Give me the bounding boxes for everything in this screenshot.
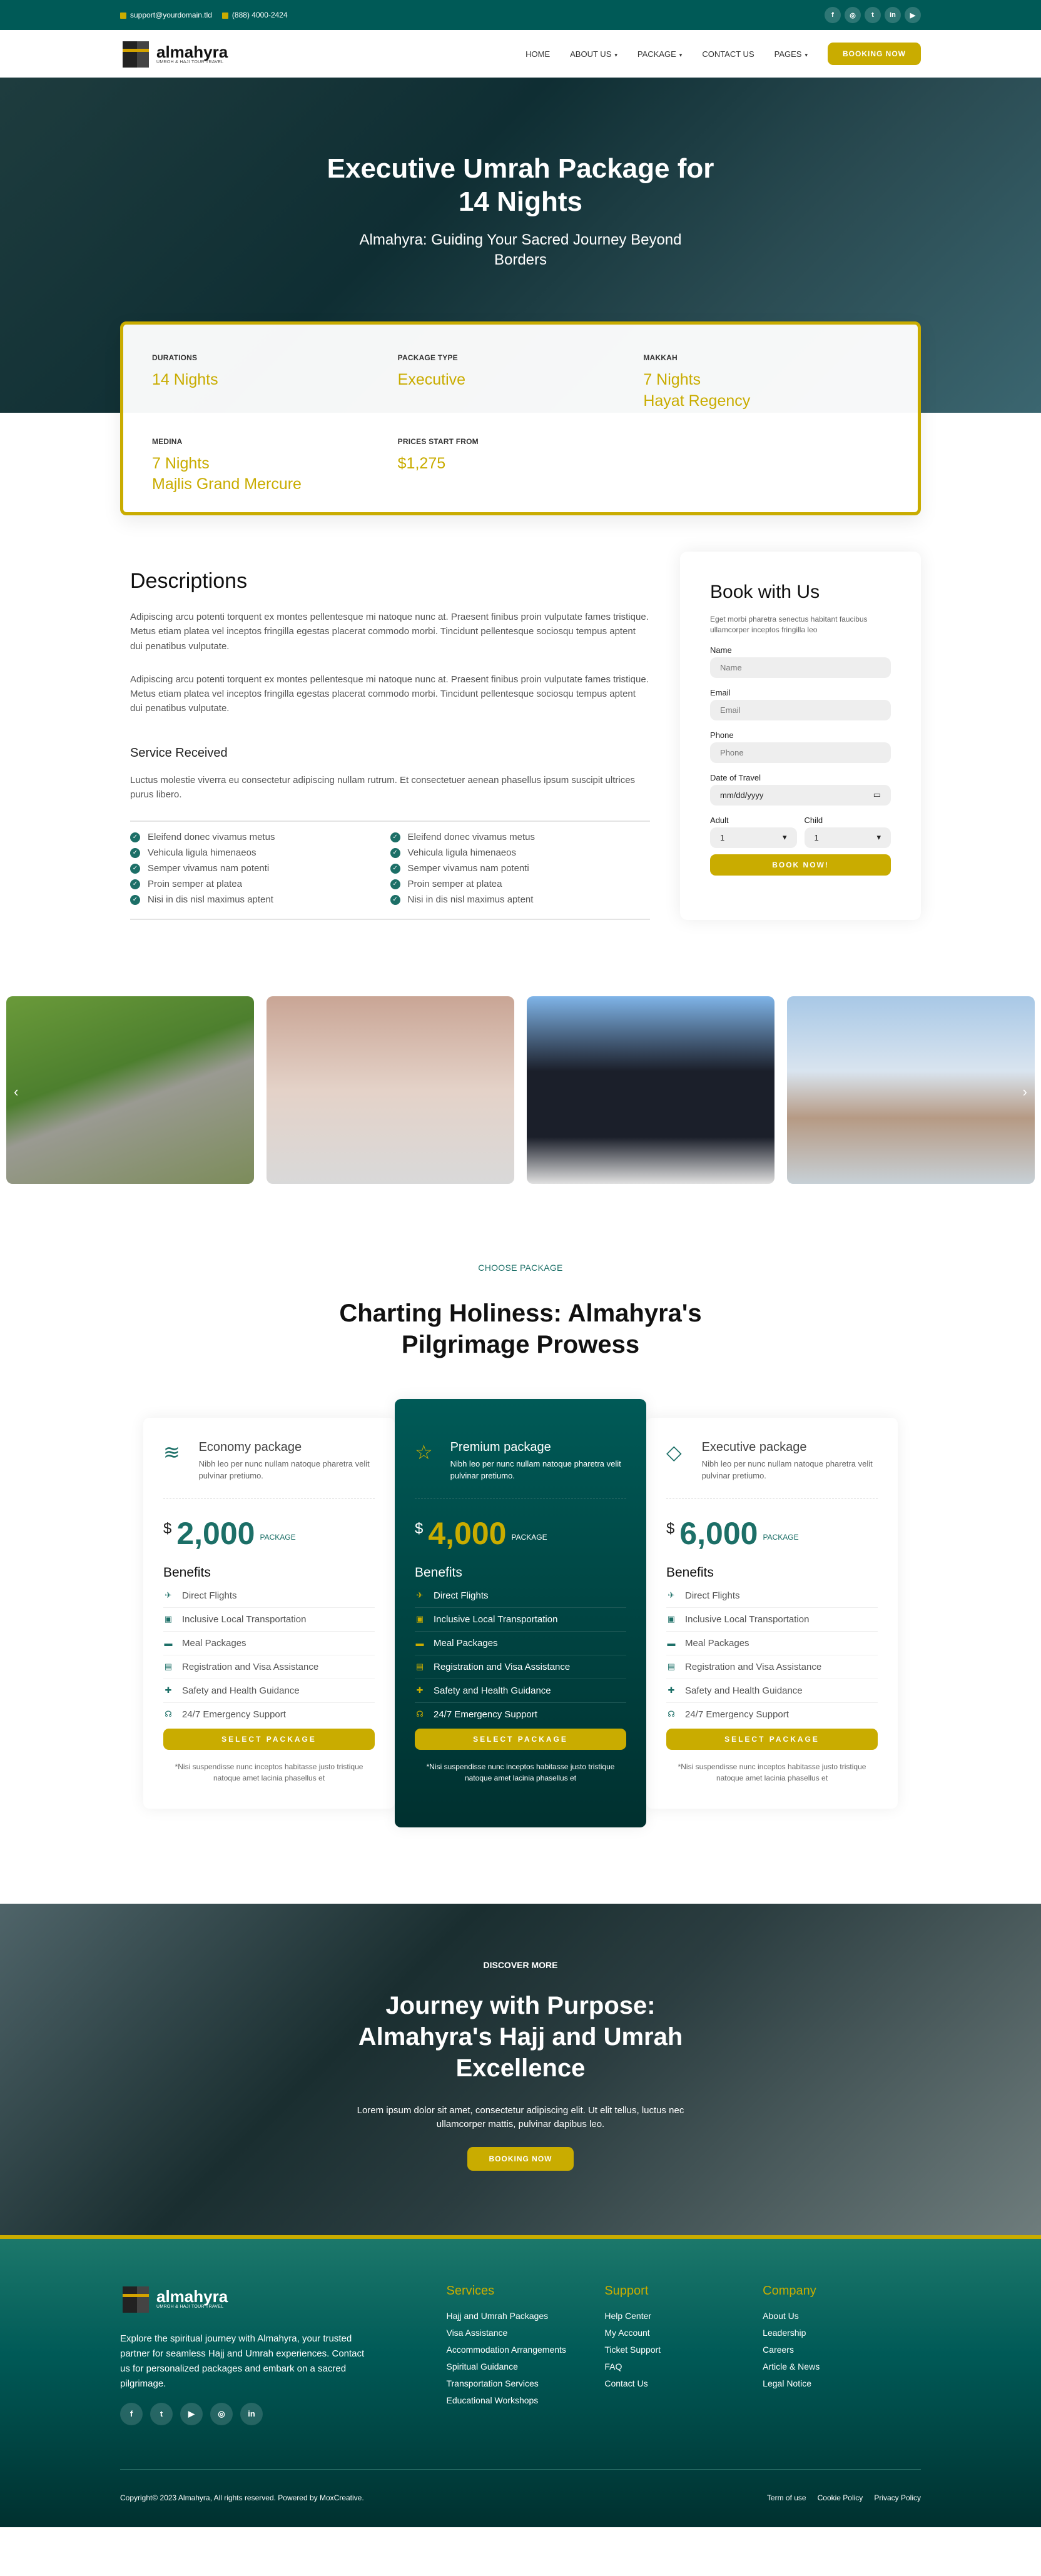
child-label: Child xyxy=(804,815,823,825)
diamond-icon: ◇ xyxy=(666,1441,682,1463)
first-aid-icon: ✚ xyxy=(165,1685,172,1695)
footer-logo[interactable]: almahyra UMROH & HAJI TOUR TRAVEL xyxy=(120,2284,446,2314)
chevron-down-icon: ▾ xyxy=(614,51,617,58)
email-input[interactable] xyxy=(710,700,891,720)
footer-column-company: Company About Us Leadership Careers Article & News Legal Notice xyxy=(763,2284,921,2425)
footer-link[interactable]: Educational Workshops xyxy=(446,2395,539,2405)
nav-about-us[interactable]: ABOUT US ▾ xyxy=(570,49,617,59)
check-circle-icon: ✓ xyxy=(130,832,140,842)
facebook-icon[interactable]: f xyxy=(120,2403,143,2425)
check-circle-icon: ✓ xyxy=(130,879,140,889)
cta-text: Lorem ipsum dolor sit amet, consectetur adipiscing elit. Ut elit tellus, luctus nec ullamcorper mattis, pulvinar dapibus leo. xyxy=(357,2104,684,2130)
footer-link[interactable]: Help Center xyxy=(604,2310,652,2321)
info-price: PRICES START FROM $1,275 xyxy=(397,437,479,472)
plane-icon: ✈ xyxy=(165,1590,172,1600)
packages-eyebrow: CHOOSE PACKAGE xyxy=(478,1263,563,1273)
booking-subtitle: Eget morbi pharetra senectus habitant faucibus ullamcorper inceptos fringilla leo xyxy=(710,615,868,634)
check-circle-icon: ✓ xyxy=(130,864,140,874)
footer-link[interactable]: My Account xyxy=(604,2327,650,2338)
checklist-item: ✓ Vehicula ligula himenaeos xyxy=(130,847,390,858)
hero-section xyxy=(0,78,1041,493)
footer-link[interactable]: Ticket Support xyxy=(604,2344,661,2355)
chevron-down-icon: ▾ xyxy=(805,51,808,58)
check-circle-icon: ✓ xyxy=(130,895,140,905)
plane-icon: ✈ xyxy=(416,1590,424,1600)
package-cards xyxy=(0,1399,1041,1827)
caret-down-icon: ▾ xyxy=(782,832,787,842)
footer-link[interactable]: FAQ xyxy=(604,2361,622,2371)
site-footer xyxy=(0,2239,1041,2527)
check-circle-icon: ✓ xyxy=(130,848,140,858)
caret-down-icon: ▾ xyxy=(876,832,881,842)
name-label: Name xyxy=(710,645,732,655)
top-bar xyxy=(0,0,1041,30)
packages-title: Charting Holiness: Almahyra's Pilgrimage Prowess xyxy=(339,1300,702,1358)
cta-booking-button[interactable]: BOOKING NOW xyxy=(467,2147,574,2171)
copyright: Copyright© 2023 Almahyra, All rights reserved. Powered by MoxCreative. xyxy=(120,2493,364,2502)
check-circle-icon: ✓ xyxy=(390,864,400,874)
facebook-icon[interactable]: f xyxy=(825,7,841,23)
chevron-down-icon: ▾ xyxy=(679,51,683,58)
nav-contact-us[interactable]: CONTACT US xyxy=(702,49,754,59)
description-paragraph: Adipiscing arcu potenti torquent ex montes pellentesque mi natoque nunc at. Praesent finibus proin vulputate fames tristique. Metus etiam platea vel inceptos fringilla egestas placerat commodo morbi. Tincidunt pellentesque sociosqu tempus aptent dui penatibus vulputate. xyxy=(130,674,649,714)
twitter-icon[interactable]: t xyxy=(865,7,881,23)
nav-home[interactable]: HOME xyxy=(526,49,551,59)
meal-icon: ▬ xyxy=(415,1638,424,1648)
benefits-list: ✈ Direct Flights ▣ Inclusive Local Transportation ▬ Meal Packages ▤ Registration and Visa Assistance ✚ Safety and Health Guidance ☊ 24/7 Emergency Support xyxy=(415,1584,626,1726)
info-durations: DURATIONS 14 Nights xyxy=(152,353,218,388)
top-social-links xyxy=(825,7,921,23)
footer-link[interactable]: Visa Assistance xyxy=(446,2327,508,2338)
document-icon: ▤ xyxy=(415,1662,424,1672)
chevron-left-icon[interactable]: ‹ xyxy=(14,1084,19,1099)
linkedin-icon[interactable]: in xyxy=(885,7,901,23)
footer-link[interactable]: Leadership xyxy=(763,2327,806,2338)
checklist-item: ✓ Proin semper at platea xyxy=(390,879,651,889)
footer-brand xyxy=(120,2284,446,2425)
description-title: Descriptions xyxy=(130,569,248,593)
youtube-icon[interactable]: ▶ xyxy=(180,2403,203,2425)
cta-eyebrow: DISCOVER MORE xyxy=(483,1959,558,1970)
select-package-button[interactable]: SELECT PACKAGE xyxy=(415,1729,626,1750)
info-makkah: MAKKAH 7 Nights Hayat Regency xyxy=(643,353,751,410)
headset-icon: ☊ xyxy=(165,1709,172,1719)
benefits-list: ✈ Direct Flights ▣ Inclusive Local Transportation ▬ Meal Packages ▤ Registration and Visa Assistance ✚ Safety and Health Guidance ☊ 24/7 Emergency Support xyxy=(666,1584,878,1726)
gallery-image-medina[interactable] xyxy=(787,996,1035,1184)
first-aid-icon: ✚ xyxy=(416,1685,424,1695)
first-aid-icon: ✚ xyxy=(668,1685,675,1695)
service-checklist xyxy=(130,822,650,915)
footer-link[interactable]: Spiritual Guidance xyxy=(446,2361,518,2371)
instagram-icon[interactable]: ◎ xyxy=(845,7,861,23)
service-title: Service Received xyxy=(130,745,228,760)
gallery-image-airplane[interactable] xyxy=(6,996,254,1184)
footer-link[interactable]: Transportation Services xyxy=(446,2378,539,2388)
hero-title: Executive Umrah Package for 14 Nights xyxy=(327,153,714,217)
footer-link[interactable]: About Us xyxy=(763,2310,799,2321)
select-package-button[interactable]: SELECT PACKAGE xyxy=(666,1729,878,1750)
packages-section xyxy=(0,1263,1041,1827)
terms-link[interactable]: Term of use xyxy=(766,2493,806,2502)
image-gallery xyxy=(0,996,1041,1184)
twitter-icon[interactable]: t xyxy=(150,2403,173,2425)
divider xyxy=(130,919,650,920)
date-label: Date of Travel xyxy=(710,772,761,782)
footer-link[interactable]: Contact Us xyxy=(604,2378,648,2388)
booking-now-button[interactable]: BOOKING NOW xyxy=(828,43,921,65)
discover-more-section xyxy=(0,1904,1041,2239)
chevron-right-icon[interactable]: › xyxy=(1022,1084,1027,1099)
footer-column-support: Support Help Center My Account Ticket Support FAQ Contact Us xyxy=(604,2284,763,2425)
phone-input[interactable] xyxy=(710,742,891,763)
date-input[interactable]: mm/dd/yyyy ▭ xyxy=(710,785,891,806)
privacy-policy-link[interactable]: Privacy Policy xyxy=(874,2493,921,2502)
document-icon: ▤ xyxy=(667,1662,676,1672)
footer-link[interactable]: Hajj and Umrah Packages xyxy=(446,2310,549,2321)
gold-divider xyxy=(0,2235,1041,2239)
linkedin-icon[interactable]: in xyxy=(240,2403,263,2425)
phone-link[interactable]: (888) 4000-2424 xyxy=(222,11,288,19)
package-card-economy: ≋ Economy package Nibh leo per nunc nullam natoque pharetra velit pulvinar pretiumo. $ 2,000 PACKAGE Benefits ✈ Direct Flights ▣ Inclusive Local Transportation ▬ Meal Packages ▤ Registration and Visa Assistance ✚ Safety and Health Guidance ☊ 24/7 Emergency Support SELECT PACKAGE *Nisi suspendisse nunc inceptos habitasse justo tristique natoque amet lacinia phasellus et xyxy=(143,1418,395,1809)
footer-about: Explore the spiritual journey with Almahyra, your trusted partner for seamless Hajj and Umrah experiences. Contact us for personalized packages and embark on a sacred pilgrimage. xyxy=(120,2333,365,2389)
package-price: $ 2,000 PACKAGE xyxy=(163,1515,296,1551)
checklist-item: ✓ Eleifend donec vivamus metus xyxy=(390,832,651,842)
footer-link[interactable]: Legal Notice xyxy=(763,2378,811,2388)
book-now-button[interactable]: BOOK NOW! xyxy=(710,854,891,876)
details-section xyxy=(0,569,1041,920)
hero-subtitle: Almahyra: Guiding Your Sacred Journey Beyond Borders xyxy=(359,231,682,268)
checklist-item: ✓ Semper vivamus nam potenti xyxy=(390,863,651,874)
adult-select[interactable]: 1 ▾ xyxy=(710,827,796,848)
footer-link[interactable]: Accommodation Arrangements xyxy=(446,2344,566,2355)
logo[interactable] xyxy=(120,39,228,69)
checklist-item: ✓ Nisi in dis nisl maximus aptent xyxy=(390,894,651,905)
adult-label: Adult xyxy=(710,815,729,825)
star-icon: ☆ xyxy=(415,1441,433,1463)
description-column xyxy=(130,569,650,920)
booking-title: Book with Us xyxy=(710,582,820,602)
footer-link[interactable]: Careers xyxy=(763,2344,794,2355)
select-package-button[interactable]: SELECT PACKAGE xyxy=(163,1729,375,1750)
bus-icon: ▣ xyxy=(667,1614,676,1624)
package-card-executive: ◇ Executive package Nibh leo per nunc nullam natoque pharetra velit pulvinar pretiumo. $ 6,000 PACKAGE Benefits ✈ Direct Flights ▣ Inclusive Local Transportation ▬ Meal Packages ▤ Registration and Visa Assistance ✚ Safety and Health Guidance ☊ 24/7 Emergency Support SELECT PACKAGE *Nisi suspendisse nunc inceptos habitasse justo tristique natoque amet lacinia phasellus et xyxy=(646,1418,898,1809)
logo-tagline: UMROH & HAJI TOUR TRAVEL xyxy=(156,59,224,64)
check-circle-icon: ✓ xyxy=(390,848,400,858)
youtube-icon[interactable]: ▶ xyxy=(905,7,921,23)
plane-icon: ✈ xyxy=(668,1590,675,1600)
site-header xyxy=(0,30,1041,78)
checklist-item: ✓ Semper vivamus nam potenti xyxy=(130,863,390,874)
booking-form xyxy=(680,552,921,920)
benefits-list: ✈ Direct Flights ▣ Inclusive Local Transportation ▬ Meal Packages ▤ Registration and Visa Assistance ✚ Safety and Health Guidance ☊ 24/7 Emergency Support xyxy=(163,1584,375,1726)
gallery-image-kaaba[interactable] xyxy=(527,996,774,1184)
child-select[interactable]: 1 ▾ xyxy=(805,827,891,848)
check-circle-icon: ✓ xyxy=(390,832,400,842)
nav-package[interactable]: PACKAGE ▾ xyxy=(637,49,683,59)
footer-column-services: Services Hajj and Umrah Packages Visa Assistance Accommodation Arrangements Spiritual Guidance Transportation Services Educational Workshops xyxy=(446,2284,604,2425)
checklist-item: ✓ Nisi in dis nisl maximus aptent xyxy=(130,894,390,905)
document-icon: ▤ xyxy=(164,1662,173,1672)
kaaba-logo-icon xyxy=(120,39,151,69)
footer-bottom xyxy=(120,2469,921,2502)
envelope-icon xyxy=(120,13,126,19)
cookie-policy-link[interactable]: Cookie Policy xyxy=(817,2493,863,2502)
meal-icon: ▬ xyxy=(164,1638,173,1648)
info-package-type: PACKAGE TYPE Executive xyxy=(397,353,466,388)
footer-link[interactable]: Article & News xyxy=(763,2361,820,2371)
logo-name: almahyra xyxy=(156,42,228,61)
bus-icon: ▣ xyxy=(415,1614,424,1624)
email-link[interactable]: support@yourdomain.tld xyxy=(120,11,212,19)
check-circle-icon: ✓ xyxy=(390,879,400,889)
service-text: Luctus molestie viverra eu consectetur adipiscing nullam rutrum. Et consectetuer aenean phasellus ipsum suscipit ultrices purus libero. xyxy=(130,774,636,800)
meal-icon: ▬ xyxy=(667,1638,676,1648)
main-nav xyxy=(526,43,921,65)
gallery-image-mosque-courtyard[interactable] xyxy=(267,996,514,1184)
info-medina: MEDINA 7 Nights Majlis Grand Mercure xyxy=(152,437,302,493)
layers-icon: ≋ xyxy=(163,1441,180,1463)
checklist-item: ✓ Eleifend donec vivamus metus xyxy=(130,832,390,842)
name-input[interactable] xyxy=(710,657,891,678)
package-info-box xyxy=(120,321,921,515)
kaaba-logo-icon xyxy=(120,2284,151,2314)
contact-info xyxy=(120,11,288,19)
phone-label: Phone xyxy=(710,730,734,740)
instagram-icon[interactable]: ◎ xyxy=(210,2403,233,2425)
footer-social-links xyxy=(120,2403,446,2425)
headset-icon: ☊ xyxy=(416,1709,424,1719)
cta-title: Journey with Purpose: Almahyra's Hajj and Umrah Excellence xyxy=(358,1991,683,2082)
phone-icon xyxy=(222,13,228,19)
nav-pages[interactable]: PAGES ▾ xyxy=(774,49,808,59)
email-label: Email xyxy=(710,687,731,697)
package-price: $ 4,000 PACKAGE xyxy=(415,1515,547,1551)
check-circle-icon: ✓ xyxy=(390,895,400,905)
package-price: $ 6,000 PACKAGE xyxy=(666,1515,799,1551)
description-paragraph: Adipiscing arcu potenti torquent ex montes pellentesque mi natoque nunc at. Praesent finibus proin vulputate fames tristique. Metus etiam platea vel inceptos fringilla egestas placerat commodo morbi. Tincidunt pellentesque sociosqu tempus aptent dui penatibus vulputate. xyxy=(130,612,649,652)
checklist-item: ✓ Vehicula ligula himenaeos xyxy=(390,847,651,858)
bus-icon: ▣ xyxy=(164,1614,173,1624)
calendar-icon[interactable]: ▭ xyxy=(873,790,881,800)
headset-icon: ☊ xyxy=(668,1709,675,1719)
checklist-item: ✓ Proin semper at platea xyxy=(130,879,390,889)
package-card-premium: ☆ Premium package Nibh leo per nunc nullam natoque pharetra velit pulvinar pretiumo. $ 4,000 PACKAGE Benefits ✈ Direct Flights ▣ Inclusive Local Transportation ▬ Meal Packages ▤ Registration and Visa Assistance ✚ Safety and Health Guidance ☊ 24/7 Emergency Support SELECT PACKAGE *Nisi suspendisse nunc inceptos habitasse justo tristique natoque amet lacinia phasellus et xyxy=(395,1399,646,1827)
